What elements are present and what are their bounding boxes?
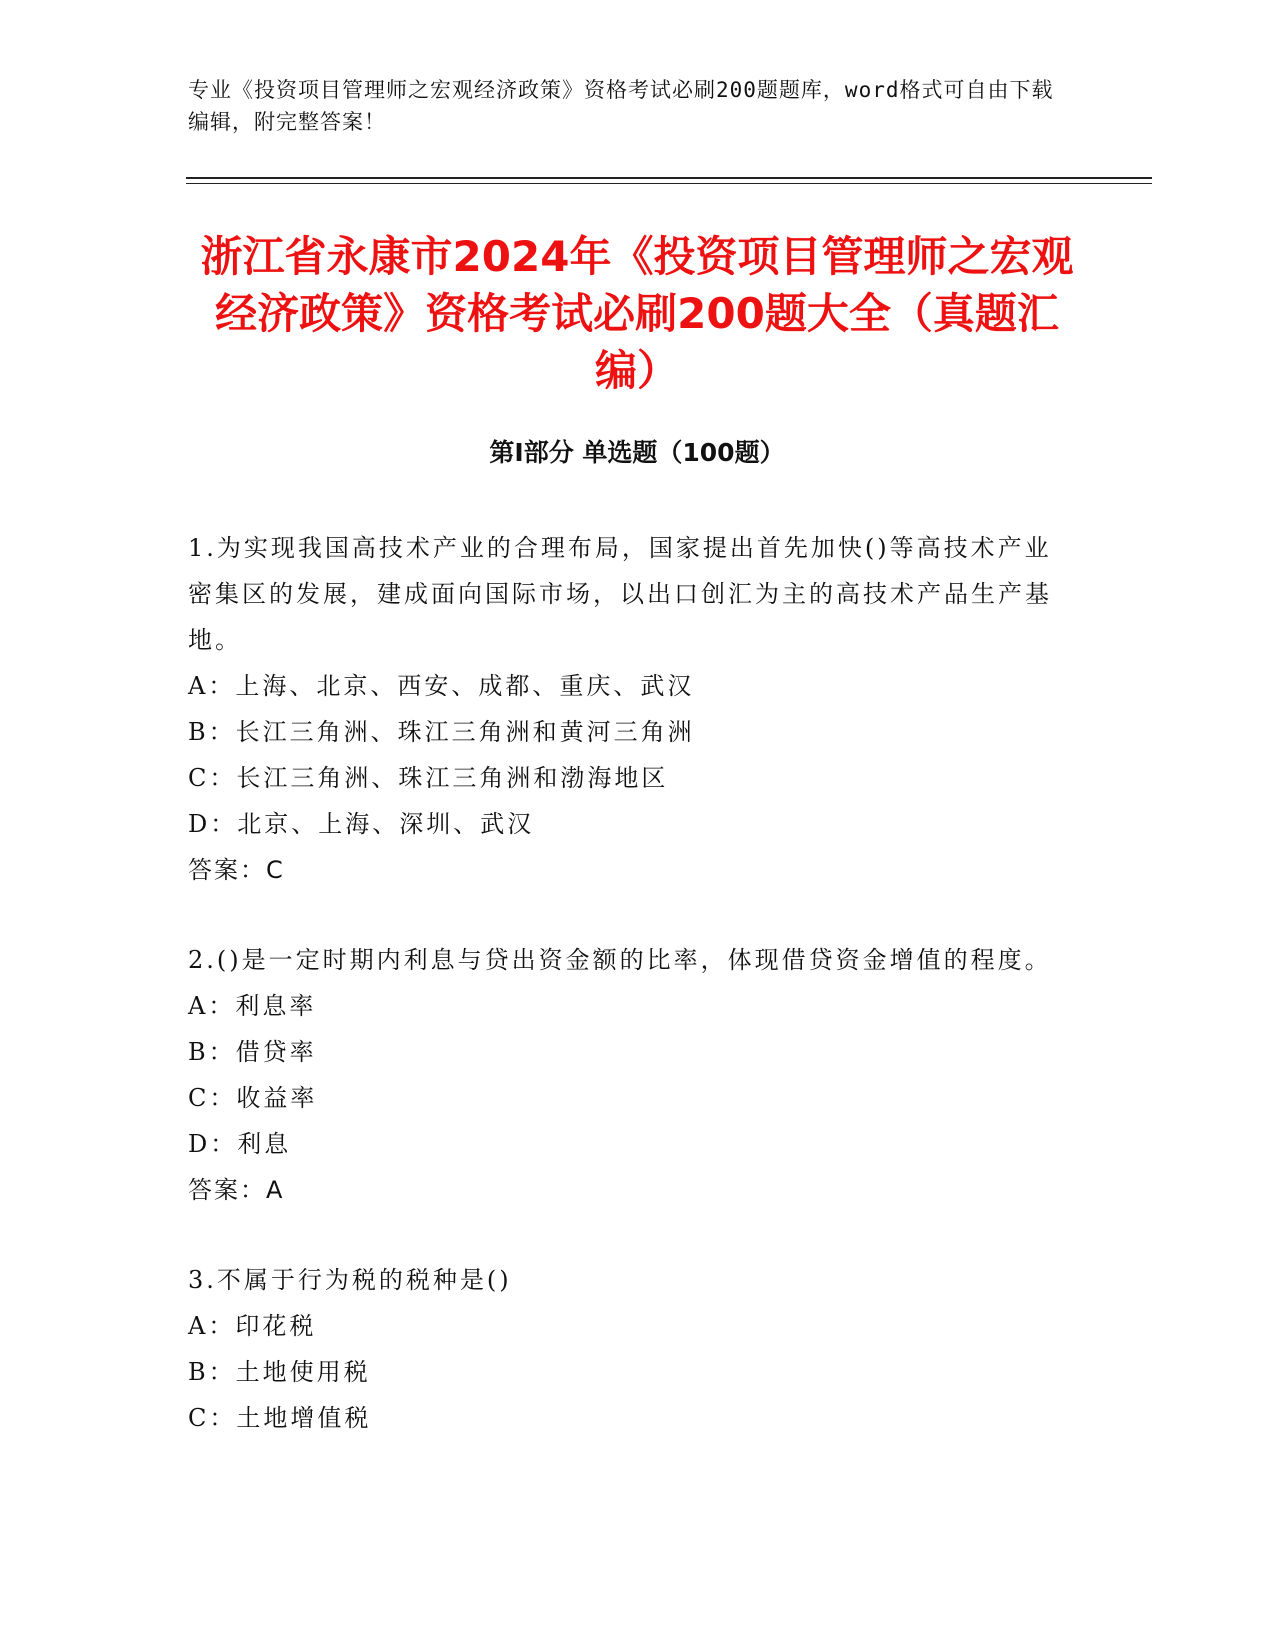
header-rule-thick	[186, 177, 1152, 179]
answer: 答案：A	[188, 1176, 285, 1204]
option-c: C：土地增值税	[188, 1404, 372, 1432]
question-list	[188, 525, 1068, 1485]
option-a: A：上海、北京、西安、成都、重庆、武汉	[188, 672, 695, 700]
option-a: A：利息率	[188, 992, 317, 1020]
question-stem: 1.为实现我国高技术产业的合理布局，国家提出首先加快()等高技术产业密集区的发展，建成面向国际市场，以出口创汇为主的高技术产品生产基地。	[188, 534, 1052, 654]
question-3	[188, 1257, 1068, 1441]
question-stem: 3.不属于行为税的税种是()	[188, 1266, 512, 1294]
question-stem: 2.()是一定时期内利息与贷出资金额的比率，体现借贷资金增值的程度。	[188, 946, 1052, 974]
header-rule-thin	[186, 183, 1152, 184]
option-c: C：长江三角洲、珠江三角洲和渤海地区	[188, 764, 669, 792]
option-d: D：利息	[188, 1130, 292, 1158]
option-b: B：长江三角洲、珠江三角洲和黄河三角洲	[188, 718, 695, 746]
header-note: 专业《投资项目管理师之宏观经济政策》资格考试必刷200题题库，word格式可自由下载编辑，附完整答案！	[188, 78, 1054, 134]
option-d: D：北京、上海、深圳、武汉	[188, 810, 535, 838]
answer: 答案：C	[188, 856, 285, 884]
option-c: C：收益率	[188, 1084, 318, 1112]
document-title: 浙江省永康市2024年《投资项目管理师之宏观经济政策》资格考试必刷200题大全（真题汇编）	[200, 232, 1074, 395]
option-b: B：土地使用税	[188, 1358, 371, 1386]
section-title: 第Ⅰ部分 单选题（100题）	[489, 438, 785, 467]
question-2	[188, 937, 1068, 1213]
question-1	[188, 525, 1068, 893]
option-b: B：借贷率	[188, 1038, 317, 1066]
option-a: A：印花税	[188, 1312, 317, 1340]
